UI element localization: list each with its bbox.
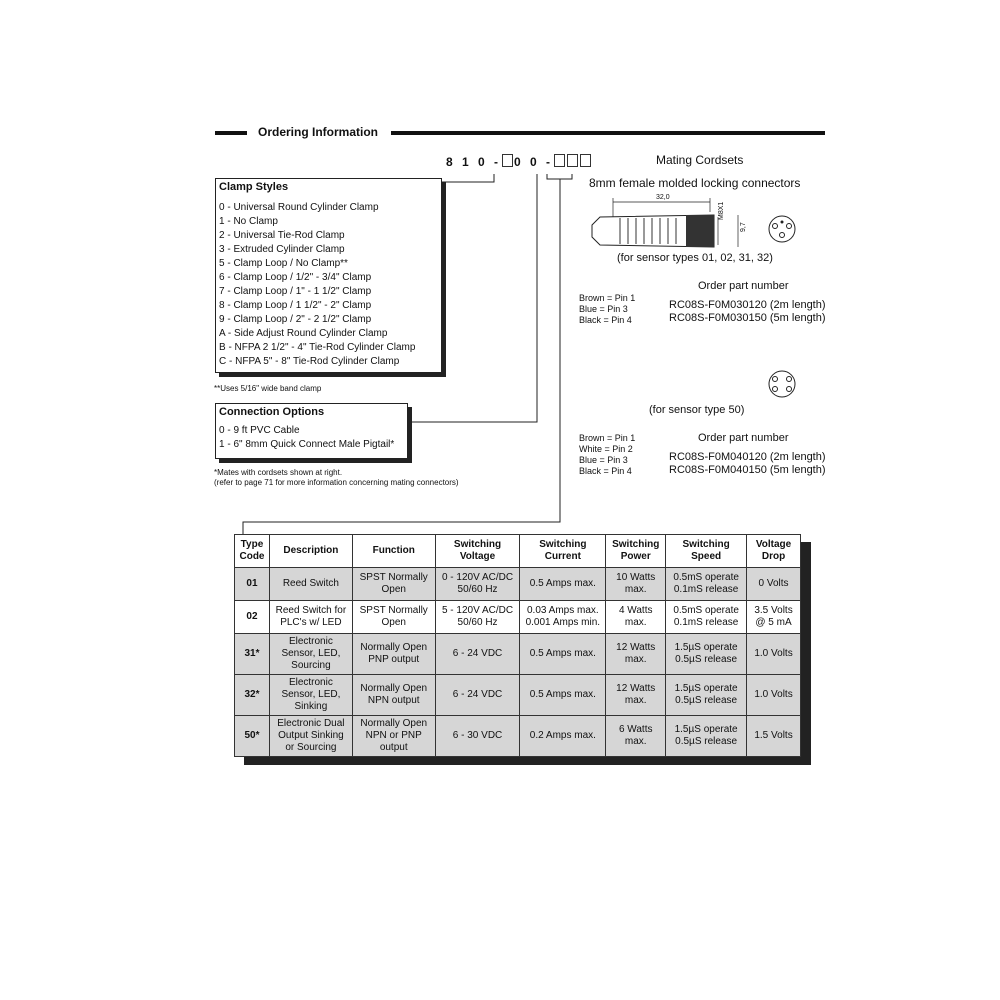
specs-table bbox=[234, 534, 801, 757]
column-header-text: Switching bbox=[682, 539, 730, 550]
cell-text: Sensor, LED, bbox=[281, 648, 341, 659]
cell-text: 0.5µS release bbox=[675, 695, 738, 706]
table-row bbox=[235, 675, 801, 716]
table-row bbox=[235, 568, 801, 601]
cell-text: @ 5 mA bbox=[755, 617, 792, 628]
table-cell bbox=[606, 601, 666, 634]
cell-text: 0.1mS release bbox=[673, 617, 739, 628]
connection-note-2: (refer to page 71 for more information concerning mating connectors) bbox=[214, 478, 459, 487]
table-cell bbox=[352, 634, 435, 675]
dim-length: 32,0 bbox=[656, 194, 670, 201]
cell-text: 1.5µS operate bbox=[674, 683, 738, 694]
cell-text: 0 - 120V AC/DC bbox=[441, 572, 514, 583]
table-cell bbox=[352, 568, 435, 601]
cell-text: 0.001 Amps min. bbox=[525, 617, 601, 628]
clamp-style-item: 8 - Clamp Loop / 1 1/2" - 2" Clamp bbox=[219, 300, 372, 311]
cell-text: Sinking bbox=[294, 701, 328, 712]
cell-text: NPN output bbox=[367, 695, 420, 706]
column-header bbox=[747, 535, 801, 568]
table-cell bbox=[269, 675, 352, 716]
cell-text: max. bbox=[624, 584, 647, 595]
cell-text: 0.5µS release bbox=[675, 736, 738, 747]
table-cell bbox=[666, 601, 747, 634]
table-cell bbox=[520, 568, 606, 601]
cell-text: max. bbox=[624, 617, 647, 628]
cell-text: 01 bbox=[246, 578, 258, 589]
pin-item: Blue = Pin 3 bbox=[579, 455, 628, 465]
column-header-text: Switching bbox=[453, 539, 502, 550]
clamp-style-item: B - NFPA 2 1/2" - 4" Tie-Rod Cylinder Clamp bbox=[219, 342, 416, 353]
clamp-style-item: 2 - Universal Tie-Rod Clamp bbox=[219, 230, 345, 241]
mating-subtitle: 8mm female molded locking connectors bbox=[589, 176, 801, 190]
cell-text: Electronic bbox=[288, 636, 333, 647]
cell-text: 0.5 Amps max. bbox=[529, 689, 596, 700]
cell-text: 0.2 Amps max. bbox=[529, 730, 596, 741]
cell-text: 6 - 30 VDC bbox=[452, 730, 503, 741]
clamp-style-item: A - Side Adjust Round Cylinder Clamp bbox=[219, 328, 388, 339]
table-cell bbox=[269, 716, 352, 757]
column-header bbox=[269, 535, 352, 568]
cell-text: Reed Switch for bbox=[275, 605, 347, 616]
cell-text: 10 Watts bbox=[616, 572, 656, 583]
table-cell bbox=[269, 601, 352, 634]
cell-text: Electronic bbox=[288, 677, 333, 688]
cell-text: 12 Watts bbox=[616, 642, 656, 653]
column-header bbox=[606, 535, 666, 568]
table-cell bbox=[435, 675, 520, 716]
column-header bbox=[666, 535, 747, 568]
cell-text: 5 - 120V AC/DC bbox=[441, 605, 514, 616]
clamp-style-item: 5 - Clamp Loop / No Clamp** bbox=[219, 258, 348, 269]
pin-item: Brown = Pin 1 bbox=[579, 433, 636, 443]
section-title: Ordering Information bbox=[258, 125, 378, 139]
column-header bbox=[435, 535, 520, 568]
cell-text: 1.0 Volts bbox=[754, 648, 793, 659]
cell-text: 0.5 Amps max. bbox=[529, 648, 596, 659]
type-code-cell bbox=[235, 601, 270, 634]
column-header-text: Description bbox=[283, 545, 339, 556]
cell-text: 0.5 Amps max. bbox=[529, 578, 596, 589]
table-cell bbox=[666, 634, 747, 675]
cell-text: SPST Normally bbox=[359, 605, 428, 616]
group1-pin-list bbox=[579, 293, 635, 326]
column-header-text: Switching bbox=[539, 539, 587, 550]
cell-text: 0.5mS operate bbox=[673, 605, 739, 616]
column-header-text: Type bbox=[240, 539, 264, 550]
table-cell bbox=[352, 601, 435, 634]
table-cell bbox=[666, 675, 747, 716]
cell-text: Normally Open bbox=[360, 718, 428, 729]
column-header-text: Power bbox=[620, 551, 651, 562]
cell-text: 0.03 Amps max. bbox=[526, 605, 599, 616]
cell-text: 6 - 24 VDC bbox=[452, 689, 503, 700]
column-header-text: Code bbox=[239, 551, 265, 562]
table-cell bbox=[435, 634, 520, 675]
clamp-style-item: 6 - Clamp Loop / 1/2" - 3/4" Clamp bbox=[219, 272, 372, 283]
cell-text: Output Sinking bbox=[278, 730, 344, 741]
cell-text: 4 Watts bbox=[618, 605, 653, 616]
part-number-item: RC08S-F0M030150 (5m length) bbox=[669, 312, 826, 324]
table-row bbox=[235, 634, 801, 675]
cell-text: Sensor, LED, bbox=[281, 689, 341, 700]
clamp-style-item: 3 - Extruded Cylinder Clamp bbox=[219, 244, 345, 255]
cell-text: Sourcing bbox=[291, 660, 331, 671]
cell-text: Open bbox=[381, 617, 406, 628]
group1-caption: (for sensor types 01, 02, 31, 32) bbox=[617, 252, 773, 264]
cell-text: Normally Open bbox=[360, 642, 428, 653]
column-header-text: Speed bbox=[691, 551, 722, 562]
cell-text: 31* bbox=[244, 648, 260, 659]
connection-note-1: *Mates with cordsets shown at right. bbox=[214, 468, 343, 477]
column-header-text: Function bbox=[372, 545, 415, 556]
table-cell bbox=[352, 675, 435, 716]
column-header-text: Current bbox=[544, 551, 581, 562]
cell-text: 3.5 Volts bbox=[754, 605, 793, 616]
group2-part-list bbox=[669, 451, 826, 477]
cell-text: 1.5µS operate bbox=[674, 642, 738, 653]
cell-text: 32* bbox=[244, 689, 260, 700]
group2-caption: (for sensor type 50) bbox=[649, 404, 745, 416]
clamp-styles-title: Clamp Styles bbox=[219, 181, 289, 193]
column-header-text: Voltage bbox=[459, 551, 496, 562]
group1-part-list bbox=[669, 299, 826, 325]
column-header-text: Drop bbox=[761, 551, 786, 562]
column-header bbox=[352, 535, 435, 568]
table-cell bbox=[520, 675, 606, 716]
pin-item: White = Pin 2 bbox=[579, 444, 633, 454]
type-code-cell bbox=[235, 675, 270, 716]
clamp-style-item: C - NFPA 5" - 8" Tie-Rod Cylinder Clamp bbox=[219, 356, 400, 367]
column-header bbox=[235, 535, 270, 568]
table-cell bbox=[606, 675, 666, 716]
pin-face-4pin-icon bbox=[767, 369, 797, 399]
group2-pin-list bbox=[579, 433, 635, 477]
table-cell bbox=[520, 634, 606, 675]
cell-text: PNP output bbox=[368, 654, 420, 665]
cell-text: or Sourcing bbox=[285, 742, 337, 753]
clamp-styles-panel bbox=[215, 178, 442, 373]
table-cell bbox=[606, 716, 666, 757]
cell-text: 0.5mS operate bbox=[673, 572, 739, 583]
table-header-row bbox=[235, 535, 801, 568]
cell-text: 50* bbox=[244, 730, 260, 741]
table-cell bbox=[352, 716, 435, 757]
column-header-text: Switching bbox=[612, 539, 660, 550]
connection-options-panel bbox=[215, 403, 408, 459]
cell-text: 1.5 Volts bbox=[754, 730, 793, 741]
table-cell bbox=[435, 568, 520, 601]
table-cell bbox=[520, 716, 606, 757]
table-cell bbox=[606, 634, 666, 675]
pin-item: Black = Pin 4 bbox=[579, 315, 632, 325]
connection-options-list bbox=[216, 418, 407, 456]
pin-item: Brown = Pin 1 bbox=[579, 293, 636, 303]
part-code-middle: 0 0 - bbox=[514, 155, 554, 169]
cell-text: 1.5µS operate bbox=[674, 724, 738, 735]
table-cell bbox=[269, 634, 352, 675]
table-cell bbox=[666, 716, 747, 757]
type-code-cell bbox=[235, 634, 270, 675]
column-header-text: Voltage bbox=[755, 539, 792, 550]
cell-text: 1.0 Volts bbox=[754, 689, 793, 700]
clamp-note: **Uses 5/16" wide band clamp bbox=[214, 384, 322, 393]
type-code-cell bbox=[235, 716, 270, 757]
clamp-styles-list bbox=[216, 193, 441, 373]
cell-text: Electronic Dual bbox=[277, 718, 345, 729]
specs-table-wrapper bbox=[234, 534, 801, 757]
group1-order-title: Order part number bbox=[698, 280, 789, 292]
cell-text: 0.1mS release bbox=[673, 584, 739, 595]
group2-order-title: Order part number bbox=[698, 432, 789, 444]
cell-text: 0.5µS release bbox=[675, 654, 738, 665]
cell-text: output bbox=[379, 742, 408, 753]
pin-face-3pin-icon bbox=[767, 214, 797, 244]
mating-title: Mating Cordsets bbox=[656, 153, 744, 167]
cell-text: 50/60 Hz bbox=[457, 617, 498, 628]
table-cell bbox=[747, 675, 801, 716]
dim-diameter: 9,7 bbox=[740, 222, 747, 232]
connection-option-item: 0 - 9 ft PVC Cable bbox=[219, 425, 300, 436]
cell-text: 6 Watts bbox=[618, 724, 653, 735]
cell-text: NPN or PNP bbox=[365, 730, 422, 741]
clamp-style-item: 1 - No Clamp bbox=[219, 216, 278, 227]
table-cell bbox=[435, 601, 520, 634]
connection-options-title: Connection Options bbox=[219, 406, 325, 418]
connection-option-item: 1 - 6" 8mm Quick Connect Male Pigtail* bbox=[219, 439, 395, 450]
table-row bbox=[235, 601, 801, 634]
cell-text: 50/60 Hz bbox=[457, 584, 498, 595]
type-code-cell bbox=[235, 568, 270, 601]
table-cell bbox=[606, 568, 666, 601]
table-cell bbox=[747, 601, 801, 634]
cell-text: 02 bbox=[246, 611, 258, 622]
part-number-item: RC08S-F0M030120 (2m length) bbox=[669, 299, 826, 311]
cell-text: max. bbox=[624, 736, 647, 747]
cell-text: Reed Switch bbox=[282, 578, 339, 589]
table-cell bbox=[269, 568, 352, 601]
table-cell bbox=[747, 716, 801, 757]
table-cell bbox=[520, 601, 606, 634]
clamp-style-item: 7 - Clamp Loop / 1" - 1 1/2" Clamp bbox=[219, 286, 372, 297]
cell-text: max. bbox=[624, 695, 647, 706]
clamp-style-item: 0 - Universal Round Cylinder Clamp bbox=[219, 202, 379, 213]
clamp-style-item: 9 - Clamp Loop / 2" - 2 1/2" Clamp bbox=[219, 314, 372, 325]
dim-thread: M8X1 bbox=[718, 201, 725, 220]
cell-text: 6 - 24 VDC bbox=[452, 648, 503, 659]
pin-item: Blue = Pin 3 bbox=[579, 304, 628, 314]
table-cell bbox=[747, 568, 801, 601]
cell-text: Open bbox=[381, 584, 406, 595]
cell-text: Normally Open bbox=[360, 683, 428, 694]
table-row bbox=[235, 716, 801, 757]
table-cell bbox=[435, 716, 520, 757]
cell-text: 12 Watts bbox=[616, 683, 656, 694]
part-number-item: RC08S-F0M040120 (2m length) bbox=[669, 451, 826, 463]
part-number-item: RC08S-F0M040150 (5m length) bbox=[669, 464, 826, 476]
table-cell bbox=[666, 568, 747, 601]
pin-item: Black = Pin 4 bbox=[579, 466, 632, 476]
cell-text: 0 Volts bbox=[758, 578, 789, 589]
table-cell bbox=[747, 634, 801, 675]
cell-text: SPST Normally bbox=[359, 572, 428, 583]
part-code-prefix: 8 1 0 - bbox=[446, 155, 502, 169]
cell-text: max. bbox=[624, 654, 647, 665]
cell-text: PLC's w/ LED bbox=[280, 617, 342, 628]
column-header bbox=[520, 535, 606, 568]
